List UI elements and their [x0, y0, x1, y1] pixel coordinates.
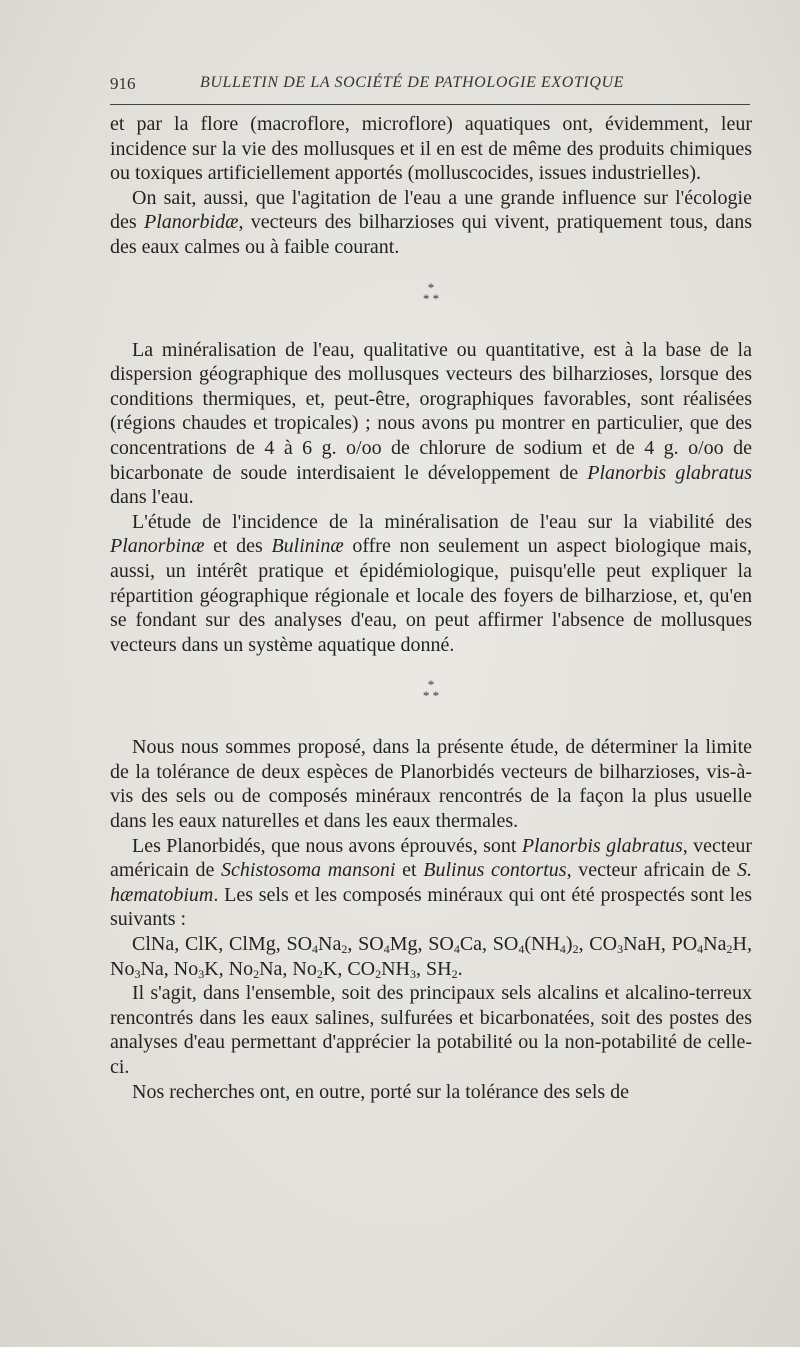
- running-header: [110, 72, 750, 102]
- section-separator: * * *: [422, 279, 440, 306]
- taxon-name: Schistosoma mansoni: [221, 859, 396, 882]
- paragraph: Il s'agit, dans l'ensemble, soit des principaux sels alcalins et alcalino-terreux rencontrés dans les eaux salines, sulfurées et bicarbonatées, soit des postes des analyses d'eau permettant d'apprécier la potabilité ou la non-potabilité de celle-ci.: [110, 982, 752, 1078]
- paragraph: Nos recherches ont, en outre, porté sur la tolérance des sels de: [132, 1080, 630, 1103]
- taxon-name: Planorbinæ: [110, 535, 205, 558]
- article-body: [110, 112, 752, 1104]
- taxon-name: Bulinus contortus: [423, 859, 567, 882]
- taxon-name: Bulininæ: [271, 535, 344, 558]
- paragraph: Nous nous sommes proposé, dans la présente étude, de déterminer la limite de la tolérance de deux espèces de Planorbidés vecteurs de bilharzioses, vis-à-vis des sels ou de composés minéraux rencontrés de la façon la plus usuelle dans les eaux naturelles et dans les eaux thermales.: [110, 736, 752, 833]
- section-separator: * * *: [422, 677, 440, 704]
- page-number: 916: [110, 74, 136, 93]
- paragraph: et par la flore (macroflore, microflore) aquatiques ont, évidemment, leur incidence sur la vie des mollusques et il en est de même des produits chimiques ou toxiques artificiellement apportés (molluscocides, issues industrielles).: [110, 113, 752, 185]
- chemical-formulas: ClNa, ClK, ClMg, $SO_4Na_2$, $SO_4Mg$, $SO_4Ca$, $SO_4(NH_4)_2$, $CO_3NaH$, $PO_4Na_2H$, $No_3Na$, $No_3K$, $No_2Na$, $No_2K$, $CO_2NH_3$, $SH_2$.: [110, 933, 752, 981]
- paragraph: Les Planorbidés, que nous avons éprouvés, sont Planorbis glabratus, vecteur américain de Schistosoma mansoni et Bulinus contortus, vecteur africain de S. hæmatobium. Les sels et les composés minéraux qui ont été prospectés sont les suivants :: [110, 834, 752, 931]
- taxon-name: S. hæmatobium: [110, 859, 752, 906]
- paragraph: L'étude de l'incidence de la minéralisation de l'eau sur la viabilité des Planorbinæ et des Bulininæ offre non seulement un aspect biologique mais, aussi, un intérêt pratique et épidémiologique, puisqu'elle peut expliquer la répartition géographique régionale et locale des foyers de bilharziose, et, qu'en se fondant sur des analyses d'eau, on peut affirmer l'absence de mollusques vecteurs dans un système aquatique donné.: [110, 510, 752, 656]
- taxon-name: Planorbis glabratus: [587, 461, 752, 484]
- taxon-name: Planorbidæ: [144, 211, 239, 234]
- paragraph: On sait, aussi, que l'agitation de l'eau a une grande influence sur l'écologie des Planorbidæ, vecteurs des bilharzioses qui vivent, pratiquement tous, dans des eaux calmes ou à faible courant.: [110, 186, 752, 258]
- header-rule: [110, 104, 750, 105]
- paragraph: La minéralisation de l'eau, qualitative ou quantitative, est à la base de la dispersion géographique des mollusques vecteurs des bilharzioses, lorsque des conditions thermiques, et, peut-être, orographiques favorables, sont réalisées (régions chaudes et tropicales) ; nous avons pu montrer en particulier, que des concentrations de 4 à 6 g. o/oo de chlorure de sodium et de 4 g. o/oo de bicarbonate de soude interdisaient le développement de Planorbis glabratus dans l'eau.: [110, 338, 752, 509]
- compound-list: [110, 932, 752, 981]
- taxon-name: Planorbis glabratus: [521, 834, 683, 857]
- journal-title: BULLETIN DE LA SOCIÉTÉ DE PATHOLOGIE EXOTIQUE: [200, 74, 625, 91]
